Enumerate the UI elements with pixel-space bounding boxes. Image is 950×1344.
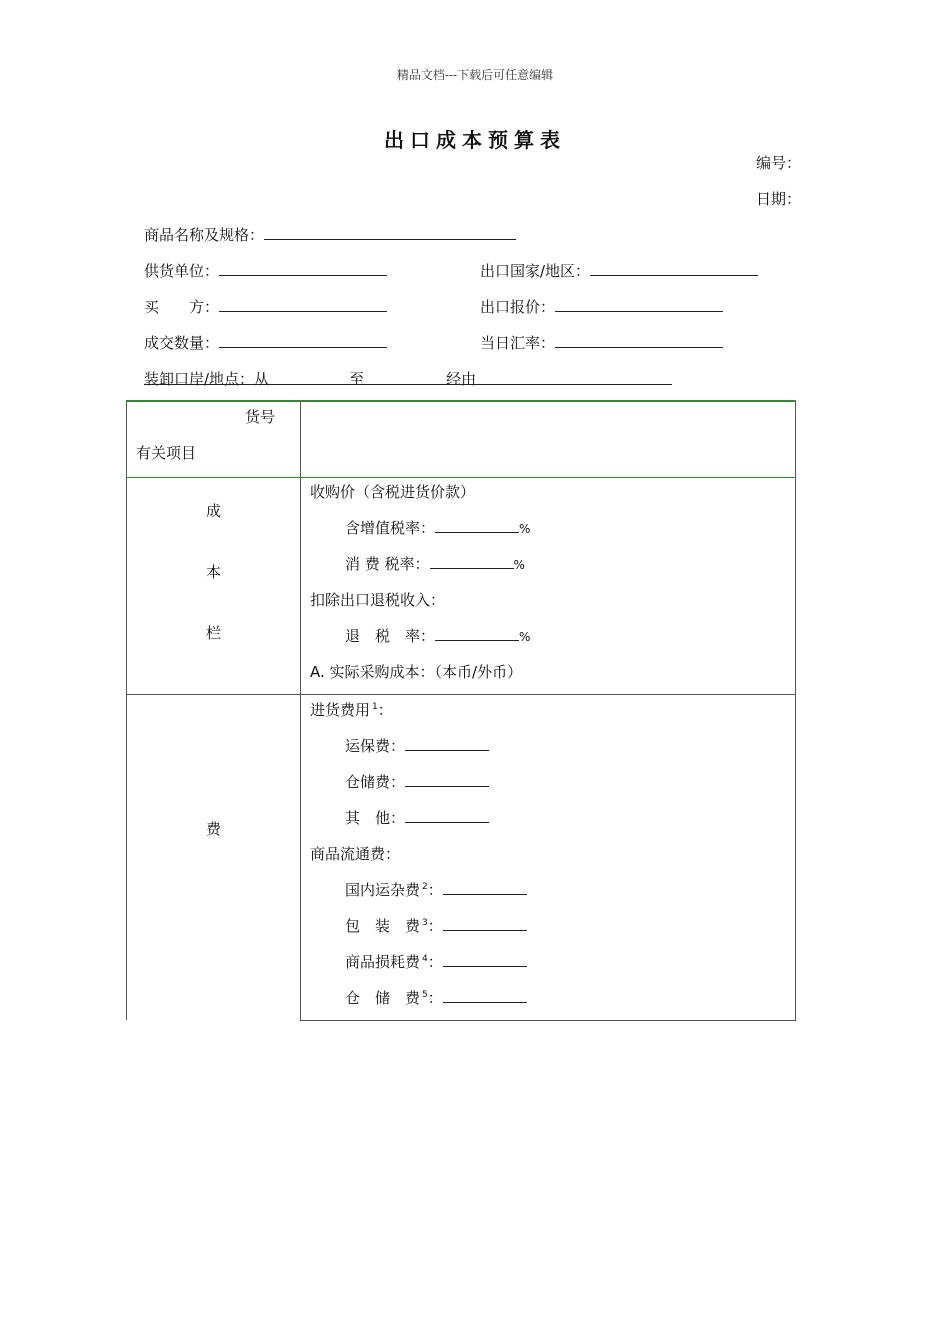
domestic-transport-row bbox=[345, 879, 527, 900]
buyer-field bbox=[144, 296, 387, 317]
storage2-row bbox=[345, 987, 527, 1008]
supplier-blank[interactable] bbox=[219, 263, 387, 276]
fee-label: 费 bbox=[206, 820, 222, 838]
supplier-label: 供货单位： bbox=[144, 262, 220, 280]
packaging-label: 包 装 费 bbox=[345, 917, 421, 935]
freight-insurance-label: 运保费： bbox=[345, 737, 406, 755]
table-top-border bbox=[126, 400, 796, 402]
rate-field bbox=[480, 332, 723, 353]
refund-rate-blank[interactable] bbox=[435, 628, 519, 641]
table-right-border bbox=[795, 401, 796, 1021]
port-underline bbox=[144, 384, 672, 385]
to-label: 至 bbox=[349, 370, 365, 388]
date-label: 日期： bbox=[756, 190, 802, 208]
port-field bbox=[144, 368, 476, 389]
quantity-blank[interactable] bbox=[219, 335, 387, 348]
refund-rate-label: 退 税 率： bbox=[345, 627, 436, 645]
vat-rate-row bbox=[345, 517, 530, 538]
vat-rate-blank[interactable] bbox=[435, 520, 519, 533]
consumption-rate-label: 消 费 税率： bbox=[345, 555, 430, 573]
storage-blank[interactable] bbox=[405, 774, 489, 787]
footnote-4: 4 bbox=[422, 954, 428, 964]
items-header: 有关项目 bbox=[136, 444, 197, 462]
buyer-blank[interactable] bbox=[219, 299, 387, 312]
port-label: 装卸口岸/地点：从 bbox=[144, 370, 270, 388]
packaging-colon: ： bbox=[427, 917, 443, 935]
storage2-colon: ： bbox=[427, 989, 443, 1007]
consumption-rate-row bbox=[345, 553, 525, 574]
consumption-rate-blank[interactable] bbox=[430, 556, 514, 569]
loss-blank[interactable] bbox=[443, 954, 527, 967]
footnote-2: 2 bbox=[422, 882, 428, 892]
quote-blank[interactable] bbox=[555, 299, 723, 312]
goods-number-header: 货号 bbox=[245, 408, 276, 426]
table-column-divider bbox=[300, 401, 301, 1021]
refund-rate-row bbox=[345, 625, 530, 646]
vat-rate-percent: % bbox=[519, 522, 531, 536]
cost-label-char-3: 栏 bbox=[206, 624, 222, 642]
storage2-label: 仓 储 费 bbox=[345, 989, 421, 1007]
via-label: 经由 bbox=[446, 370, 477, 388]
storage2-blank[interactable] bbox=[443, 990, 527, 1003]
country-field bbox=[480, 260, 758, 281]
actual-cost-label: A. 实际采购成本：（本币/外币） bbox=[310, 663, 523, 681]
refund-rate-percent: % bbox=[519, 630, 531, 644]
purchase-fee-label: 进货费用 bbox=[310, 701, 371, 719]
buyer-label: 买 方： bbox=[144, 298, 220, 316]
footnote-1: 1 bbox=[372, 702, 378, 712]
other-row bbox=[345, 807, 489, 828]
freight-insurance-row bbox=[345, 735, 489, 756]
table-left-border bbox=[126, 401, 127, 1020]
quote-field bbox=[480, 296, 723, 317]
packaging-row bbox=[345, 915, 527, 936]
other-label: 其 他： bbox=[345, 809, 406, 827]
circulation-label: 商品流通费： bbox=[310, 845, 401, 863]
domestic-transport-label: 国内运杂费 bbox=[345, 881, 421, 899]
storage-label: 仓储费： bbox=[345, 773, 406, 791]
quantity-label: 成交数量： bbox=[144, 334, 220, 352]
freight-insurance-blank[interactable] bbox=[405, 738, 489, 751]
rate-blank[interactable] bbox=[555, 335, 723, 348]
product-blank[interactable] bbox=[264, 227, 516, 240]
purchase-price-label: 收购价（含税进货价款） bbox=[310, 483, 476, 501]
number-label: 编号： bbox=[756, 154, 802, 172]
country-label: 出口国家/地区： bbox=[480, 262, 591, 280]
packaging-blank[interactable] bbox=[443, 918, 527, 931]
table-bottom-border bbox=[300, 1020, 796, 1021]
header-note: 精品文档---下载后可任意编辑 bbox=[396, 68, 554, 82]
purchase-fee-colon: ： bbox=[377, 701, 393, 719]
domestic-transport-colon: ： bbox=[427, 881, 443, 899]
vat-rate-label: 含增值税率： bbox=[345, 519, 436, 537]
footnote-5: 5 bbox=[422, 990, 428, 1000]
loss-row bbox=[345, 951, 527, 972]
loss-label: 商品损耗费 bbox=[345, 953, 421, 971]
loss-colon: ： bbox=[427, 953, 443, 971]
quantity-field bbox=[144, 332, 387, 353]
domestic-transport-blank[interactable] bbox=[443, 882, 527, 895]
deduct-refund-label: 扣除出口退税收入： bbox=[310, 591, 446, 609]
purchase-fee-row bbox=[310, 699, 393, 720]
quote-label: 出口报价： bbox=[480, 298, 556, 316]
footnote-3: 3 bbox=[422, 918, 428, 928]
other-blank[interactable] bbox=[405, 810, 489, 823]
product-field bbox=[144, 224, 516, 245]
cost-row-divider bbox=[126, 694, 796, 695]
to-space[interactable] bbox=[364, 372, 446, 384]
product-label: 商品名称及规格： bbox=[144, 226, 265, 244]
cost-label-char-1: 成 bbox=[206, 502, 222, 520]
consumption-rate-percent: % bbox=[513, 558, 525, 572]
country-blank[interactable] bbox=[590, 263, 758, 276]
cost-label-char-2: 本 bbox=[206, 563, 222, 581]
from-space[interactable] bbox=[269, 372, 349, 384]
rate-label: 当日汇率： bbox=[480, 334, 556, 352]
supplier-field bbox=[144, 260, 387, 281]
page-title: 出口成本预算表 bbox=[384, 128, 566, 152]
header-row-divider bbox=[126, 477, 796, 478]
storage-row bbox=[345, 771, 489, 792]
